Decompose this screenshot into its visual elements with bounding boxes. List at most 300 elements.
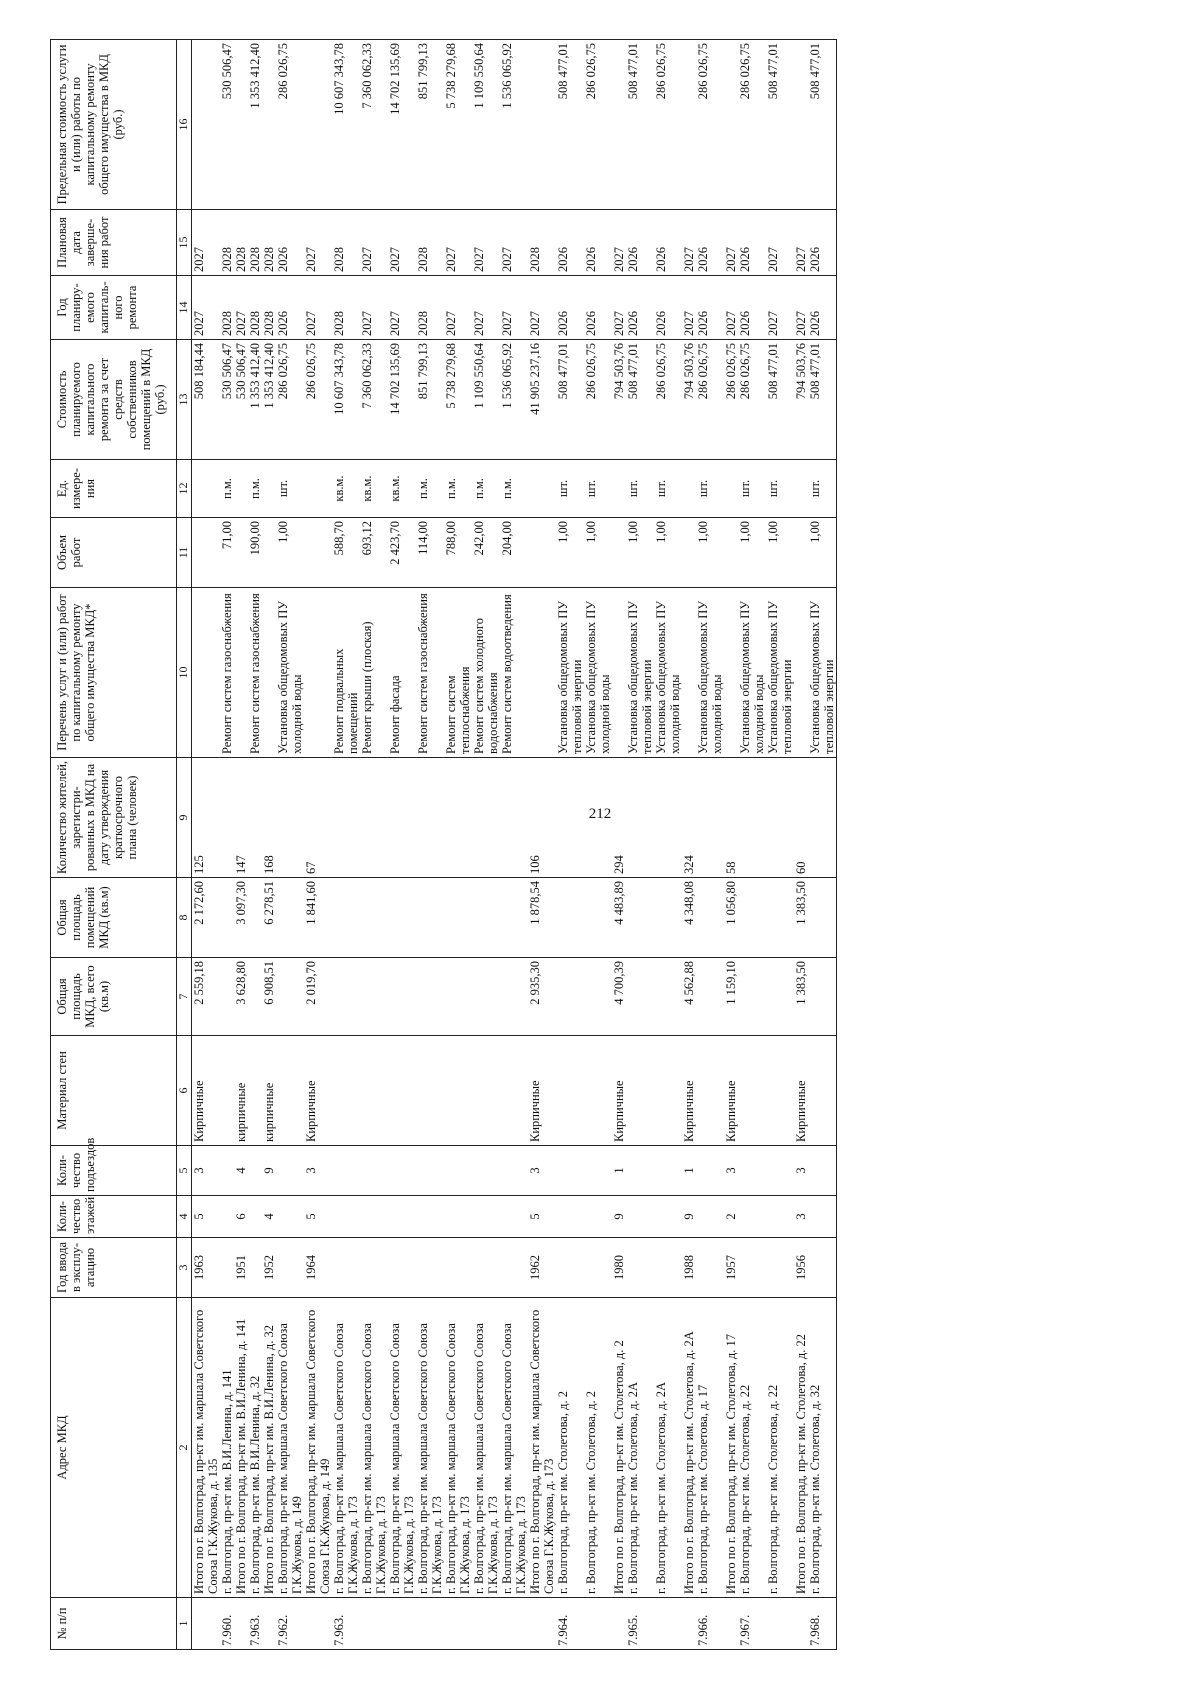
owner-cost-cell: 286 026,75	[654, 340, 682, 460]
table-row	[612, 40, 626, 1650]
work-volume-cell: 190,00	[248, 518, 262, 588]
entrances-cell: 1	[612, 1146, 626, 1196]
year-built-cell: 1988	[682, 1238, 696, 1298]
completion-date-cell: 2027	[766, 210, 794, 276]
max-cost-cell	[612, 40, 626, 210]
address-cell: г. Волгоград, пр-кт им. Столетова, д. 2	[556, 1298, 584, 1598]
work-volume-cell: 1,00	[738, 518, 766, 588]
header-cell: Предельная стоимость услуги и (или) работы по капитальному ремонту общего имущества в МКД (руб.)	[51, 40, 177, 210]
entrances-cell	[696, 1146, 724, 1196]
work-volume-cell: 1,00	[766, 518, 794, 588]
repair-year-cell: 2026	[738, 276, 766, 340]
unit-cell: шт.	[626, 460, 654, 518]
row-number: 7.966.	[696, 1598, 724, 1650]
wall-material-cell	[444, 1036, 472, 1146]
wall-material-cell	[332, 1036, 360, 1146]
unit-cell: шт.	[766, 460, 794, 518]
premises-area-cell: 1 383,50	[794, 878, 808, 958]
owner-cost-cell: 508 184,44	[192, 340, 221, 460]
unit-cell	[528, 460, 556, 518]
row-number	[416, 1598, 444, 1650]
header-cell: Коли-чество этажей	[51, 1196, 177, 1238]
residents-cell: 168	[262, 758, 276, 878]
residents-cell: 324	[682, 758, 696, 878]
year-built-cell	[654, 1238, 682, 1298]
work-volume-cell	[794, 518, 808, 588]
owner-cost-cell: 1 353 412,40	[262, 340, 276, 460]
owner-cost-cell: 530 506,47	[234, 340, 248, 460]
table-row	[584, 40, 612, 1650]
owner-cost-cell: 286 026,75	[724, 340, 738, 460]
unit-cell	[724, 460, 738, 518]
header-cell: Год ввода в эксплу-атацию	[51, 1238, 177, 1298]
column-number: 12	[177, 460, 192, 518]
row-number	[360, 1598, 388, 1650]
address-cell: г. Волгоград, пр-кт им. маршала Советского Союза Г.К.Жукова, д. 173	[360, 1298, 388, 1598]
header-cell: Стоимость планируемого капитального ремонта за счет средств собственников помещений в МКД (руб.)	[51, 340, 177, 460]
work-type-cell: Установка общедомовых ПУ тепловой энергии	[626, 588, 654, 758]
residents-cell: 106	[528, 758, 556, 878]
residents-cell	[584, 758, 612, 878]
row-number	[528, 1598, 556, 1650]
premises-area-cell	[808, 878, 837, 958]
year-built-cell: 1962	[528, 1238, 556, 1298]
header-cell: Год планиру-емого капиталь-ного ремонта	[51, 276, 177, 340]
unit-cell	[304, 460, 332, 518]
row-number	[682, 1598, 696, 1650]
repair-year-cell: 2028	[332, 276, 360, 340]
address-cell: Итого по г. Волгоград, пр-кт им. маршала Советского Союза Г.К.Жукова, д. 149	[304, 1298, 332, 1598]
row-number	[654, 1598, 682, 1650]
premises-area-cell	[556, 878, 584, 958]
row-number: 7.963.	[332, 1598, 360, 1650]
work-volume-cell	[192, 518, 221, 588]
completion-date-cell: 2026	[276, 210, 304, 276]
floors-cell	[416, 1196, 444, 1238]
completion-date-cell: 2027	[500, 210, 528, 276]
completion-date-cell: 2027	[360, 210, 388, 276]
residents-cell	[500, 758, 528, 878]
wall-material-cell	[696, 1036, 724, 1146]
wall-material-cell	[626, 1036, 654, 1146]
row-number: 7.965.	[626, 1598, 654, 1650]
floors-cell	[220, 1196, 234, 1238]
wall-material-cell	[556, 1036, 584, 1146]
total-area-cell	[626, 958, 654, 1036]
floors-cell	[472, 1196, 500, 1238]
address-cell: г. Волгоград, пр-кт им. маршала Советского Союза Г.К.Жукова, д. 173	[500, 1298, 528, 1598]
completion-date-cell: 2028	[528, 210, 556, 276]
completion-date-cell: 2026	[556, 210, 584, 276]
wall-material-cell	[766, 1036, 794, 1146]
owner-cost-cell: 41 905 237,16	[528, 340, 556, 460]
repair-year-cell: 2027	[234, 276, 248, 340]
work-volume-cell	[528, 518, 556, 588]
total-area-cell	[654, 958, 682, 1036]
wall-material-cell	[360, 1036, 388, 1146]
max-cost-cell: 1 353 412,40	[248, 40, 262, 210]
header-cell: Общая площадь помещений МКД (кв.м)	[51, 878, 177, 958]
work-type-cell: Ремонт фасада	[388, 588, 416, 758]
premises-area-cell	[626, 878, 654, 958]
year-built-cell: 1980	[612, 1238, 626, 1298]
floors-cell: 5	[528, 1196, 556, 1238]
max-cost-cell: 530 506,47	[220, 40, 234, 210]
owner-cost-cell: 508 477,01	[626, 340, 654, 460]
residents-cell	[556, 758, 584, 878]
max-cost-cell	[682, 40, 696, 210]
wall-material-cell: Кирпичные	[192, 1036, 221, 1146]
max-cost-cell: 10 607 343,78	[332, 40, 360, 210]
header-cell: Объем работ	[51, 518, 177, 588]
column-number: 2	[177, 1298, 192, 1598]
entrances-cell: 3	[724, 1146, 738, 1196]
max-cost-cell: 5 738 279,68	[444, 40, 472, 210]
repair-year-cell: 2027	[724, 276, 738, 340]
address-cell: г. Волгоград, пр-кт им. В.И.Ленина, д. 32	[248, 1298, 262, 1598]
residents-cell	[276, 758, 304, 878]
entrances-cell	[416, 1146, 444, 1196]
floors-cell: 4	[262, 1196, 276, 1238]
column-number: 15	[177, 210, 192, 276]
year-built-cell	[416, 1238, 444, 1298]
table-row	[262, 40, 276, 1650]
wall-material-cell	[388, 1036, 416, 1146]
entrances-cell: 9	[262, 1146, 276, 1196]
owner-cost-cell: 286 026,75	[696, 340, 724, 460]
address-cell: Итого по г. Волгоград, пр-кт им. маршала Советского Союза Г.К.Жукова, д. 173	[528, 1298, 556, 1598]
premises-area-cell	[696, 878, 724, 958]
row-number: 7.962.	[276, 1598, 304, 1650]
residents-cell: 294	[612, 758, 626, 878]
unit-cell: п.м.	[248, 460, 262, 518]
year-built-cell	[332, 1238, 360, 1298]
work-type-cell: Установка общедомовых ПУ холодной воды	[738, 588, 766, 758]
repair-year-cell: 2027	[388, 276, 416, 340]
entrances-cell	[500, 1146, 528, 1196]
floors-cell	[276, 1196, 304, 1238]
unit-cell: шт.	[696, 460, 724, 518]
premises-area-cell	[766, 878, 794, 958]
owner-cost-cell: 1 353 412,40	[248, 340, 262, 460]
table-row	[794, 40, 808, 1650]
premises-area-cell	[584, 878, 612, 958]
table-row	[682, 40, 696, 1650]
table-row	[766, 40, 794, 1650]
completion-date-cell: 2027	[682, 210, 696, 276]
completion-date-cell: 2028	[416, 210, 444, 276]
wall-material-cell	[808, 1036, 837, 1146]
table-row	[626, 40, 654, 1650]
table-row	[738, 40, 766, 1650]
capital-repair-table	[50, 39, 837, 1650]
total-area-cell	[500, 958, 528, 1036]
wall-material-cell	[276, 1036, 304, 1146]
completion-date-cell: 2028	[234, 210, 248, 276]
row-number: 7.964.	[556, 1598, 584, 1650]
work-type-cell: Установка общедомовых ПУ тепловой энергии	[808, 588, 837, 758]
premises-area-cell	[276, 878, 304, 958]
work-type-cell	[304, 588, 332, 758]
total-area-cell	[556, 958, 584, 1036]
floors-cell: 3	[794, 1196, 808, 1238]
entrances-cell	[654, 1146, 682, 1196]
premises-area-cell	[220, 878, 234, 958]
column-number: 13	[177, 340, 192, 460]
entrances-cell	[360, 1146, 388, 1196]
entrances-cell	[626, 1146, 654, 1196]
header-cell: Материал стен	[51, 1036, 177, 1146]
premises-area-cell	[332, 878, 360, 958]
address-cell: г. Волгоград, пр-кт им. Столетова, д. 2	[584, 1298, 612, 1598]
column-number: 5	[177, 1146, 192, 1196]
address-cell: Итого по г. Волгоград, пр-кт им. маршала Советского Союза Г.К.Жукова, д. 135	[192, 1298, 221, 1598]
repair-year-cell: 2026	[808, 276, 837, 340]
year-built-cell	[626, 1238, 654, 1298]
address-cell: г. Волгоград, пр-кт им. Столетова, д. 2А	[654, 1298, 682, 1598]
year-built-cell	[276, 1238, 304, 1298]
table-row	[654, 40, 682, 1650]
work-type-cell: Установка общедомовых ПУ тепловой энергии	[556, 588, 584, 758]
completion-date-cell: 2026	[808, 210, 837, 276]
row-number	[304, 1598, 332, 1650]
entrances-cell: 3	[528, 1146, 556, 1196]
owner-cost-cell: 508 477,01	[808, 340, 837, 460]
total-area-cell: 1 383,50	[794, 958, 808, 1036]
year-built-cell	[584, 1238, 612, 1298]
table-row	[220, 40, 234, 1650]
row-number	[612, 1598, 626, 1650]
wall-material-cell: кирпичные	[262, 1036, 276, 1146]
work-volume-cell: 2 423,70	[388, 518, 416, 588]
unit-cell: п.м.	[416, 460, 444, 518]
premises-area-cell: 6 278,51	[262, 878, 276, 958]
table-row	[276, 40, 304, 1650]
floors-cell	[766, 1196, 794, 1238]
wall-material-cell: Кирпичные	[682, 1036, 696, 1146]
work-type-cell: Ремонт систем газоснабжения	[416, 588, 444, 758]
repair-year-cell: 2026	[696, 276, 724, 340]
unit-cell	[682, 460, 696, 518]
premises-area-cell	[472, 878, 500, 958]
max-cost-cell	[724, 40, 738, 210]
work-volume-cell	[724, 518, 738, 588]
residents-cell	[360, 758, 388, 878]
year-built-cell	[500, 1238, 528, 1298]
max-cost-cell: 1 109 550,64	[472, 40, 500, 210]
floors-cell: 5	[192, 1196, 221, 1238]
work-type-cell: Ремонт систем водоотведения	[500, 588, 528, 758]
entrances-cell	[388, 1146, 416, 1196]
column-number: 14	[177, 276, 192, 340]
residents-cell	[248, 758, 262, 878]
entrances-cell: 3	[794, 1146, 808, 1196]
total-area-cell: 2 019,70	[304, 958, 332, 1036]
unit-cell	[262, 460, 276, 518]
repair-year-cell: 2026	[556, 276, 584, 340]
owner-cost-cell: 508 477,01	[556, 340, 584, 460]
owner-cost-cell: 5 738 279,68	[444, 340, 472, 460]
table-row	[304, 40, 332, 1650]
total-area-cell	[220, 958, 234, 1036]
total-area-cell	[472, 958, 500, 1036]
residents-cell: 58	[724, 758, 738, 878]
floors-cell	[808, 1196, 837, 1238]
premises-area-cell: 4 348,08	[682, 878, 696, 958]
table-row	[808, 40, 837, 1650]
year-built-cell	[766, 1238, 794, 1298]
repair-year-cell: 2027	[612, 276, 626, 340]
year-built-cell	[220, 1238, 234, 1298]
floors-cell	[388, 1196, 416, 1238]
unit-cell	[192, 460, 221, 518]
total-area-cell	[332, 958, 360, 1036]
total-area-cell	[696, 958, 724, 1036]
premises-area-cell	[360, 878, 388, 958]
entrances-cell: 3	[304, 1146, 332, 1196]
repair-year-cell: 2027	[360, 276, 388, 340]
work-type-cell	[794, 588, 808, 758]
max-cost-cell: 508 477,01	[556, 40, 584, 210]
unit-cell: кв.м.	[388, 460, 416, 518]
wall-material-cell: Кирпичные	[612, 1036, 626, 1146]
unit-cell: п.м.	[444, 460, 472, 518]
work-volume-cell: 204,00	[500, 518, 528, 588]
repair-year-cell: 2027	[472, 276, 500, 340]
column-number: 1	[177, 1598, 192, 1650]
row-number	[584, 1598, 612, 1650]
repair-year-cell: 2028	[248, 276, 262, 340]
header-cell: Адрес МКД	[51, 1298, 177, 1598]
year-built-cell	[556, 1238, 584, 1298]
owner-cost-cell: 508 477,01	[766, 340, 794, 460]
year-built-cell	[248, 1238, 262, 1298]
work-type-cell	[724, 588, 738, 758]
max-cost-cell: 508 477,01	[626, 40, 654, 210]
work-type-cell: Установка общедомовых ПУ холодной воды	[584, 588, 612, 758]
wall-material-cell	[500, 1036, 528, 1146]
floors-cell: 2	[724, 1196, 738, 1238]
owner-cost-cell: 7 360 062,33	[360, 340, 388, 460]
work-volume-cell: 1,00	[808, 518, 837, 588]
owner-cost-cell: 286 026,75	[738, 340, 766, 460]
floors-cell	[654, 1196, 682, 1238]
unit-cell: п.м.	[472, 460, 500, 518]
column-number: 7	[177, 958, 192, 1036]
unit-cell: кв.м.	[332, 460, 360, 518]
work-type-cell: Ремонт систем газоснабжения	[220, 588, 234, 758]
rotated-table-container	[50, 40, 1180, 1650]
row-number	[262, 1598, 276, 1650]
total-area-cell	[360, 958, 388, 1036]
address-cell: г. Волгоград, пр-кт им. маршала Советского Союза Г.К.Жукова, д. 173	[332, 1298, 360, 1598]
year-built-cell	[444, 1238, 472, 1298]
table-row	[234, 40, 248, 1650]
premises-area-cell	[738, 878, 766, 958]
year-built-cell: 1952	[262, 1238, 276, 1298]
work-volume-cell: 242,00	[472, 518, 500, 588]
address-cell: г. Волгоград, пр-кт им. маршала Советского Союза Г.К.Жукова, д. 173	[444, 1298, 472, 1598]
premises-area-cell	[654, 878, 682, 958]
row-number: 7.967.	[738, 1598, 766, 1650]
completion-date-cell: 2027	[304, 210, 332, 276]
unit-cell: кв.м.	[360, 460, 388, 518]
total-area-cell: 3 628,80	[234, 958, 248, 1036]
owner-cost-cell: 794 503,76	[612, 340, 626, 460]
premises-area-cell	[416, 878, 444, 958]
completion-date-cell: 2027	[192, 210, 221, 276]
page-number: 212	[588, 806, 612, 822]
wall-material-cell: Кирпичные	[794, 1036, 808, 1146]
floors-cell	[444, 1196, 472, 1238]
unit-cell: шт.	[276, 460, 304, 518]
work-volume-cell: 1,00	[696, 518, 724, 588]
premises-area-cell: 4 483,89	[612, 878, 626, 958]
wall-material-cell: Кирпичные	[304, 1036, 332, 1146]
completion-date-cell: 2028	[262, 210, 276, 276]
work-type-cell: Установка общедомовых ПУ холодной воды	[654, 588, 682, 758]
premises-area-cell	[500, 878, 528, 958]
residents-cell	[654, 758, 682, 878]
residents-cell	[388, 758, 416, 878]
residents-cell	[332, 758, 360, 878]
residents-cell	[416, 758, 444, 878]
owner-cost-cell: 794 503,76	[682, 340, 696, 460]
table-row	[192, 40, 221, 1650]
max-cost-cell	[192, 40, 221, 210]
completion-date-cell: 2027	[612, 210, 626, 276]
header-cell: № п/п	[51, 1598, 177, 1650]
work-type-cell: Ремонт систем газоснабжения	[248, 588, 262, 758]
max-cost-cell: 286 026,75	[584, 40, 612, 210]
entrances-cell	[556, 1146, 584, 1196]
owner-cost-cell: 286 026,75	[584, 340, 612, 460]
address-cell: Итого по г. Волгоград, пр-кт им. Столетова, д. 2А	[682, 1298, 696, 1598]
total-area-cell	[276, 958, 304, 1036]
max-cost-cell: 286 026,75	[654, 40, 682, 210]
unit-cell	[234, 460, 248, 518]
entrances-cell	[276, 1146, 304, 1196]
column-number-row	[177, 40, 192, 1650]
entrances-cell	[332, 1146, 360, 1196]
unit-cell: шт.	[738, 460, 766, 518]
wall-material-cell	[738, 1036, 766, 1146]
table-row	[724, 40, 738, 1650]
completion-date-cell: 2027	[724, 210, 738, 276]
row-number	[472, 1598, 500, 1650]
owner-cost-cell: 14 702 135,69	[388, 340, 416, 460]
table-row	[248, 40, 262, 1650]
max-cost-cell: 508 477,01	[766, 40, 794, 210]
floors-cell	[360, 1196, 388, 1238]
work-type-cell	[234, 588, 248, 758]
completion-date-cell: 2028	[248, 210, 262, 276]
entrances-cell	[472, 1146, 500, 1196]
repair-year-cell: 2028	[220, 276, 234, 340]
unit-cell	[794, 460, 808, 518]
total-area-cell	[416, 958, 444, 1036]
row-number	[234, 1598, 248, 1650]
repair-year-cell: 2027	[682, 276, 696, 340]
work-volume-cell: 1,00	[276, 518, 304, 588]
work-type-cell: Ремонт систем теплоснабжения	[444, 588, 472, 758]
year-built-cell	[388, 1238, 416, 1298]
floors-cell	[626, 1196, 654, 1238]
row-number: 7.963.	[248, 1598, 262, 1650]
row-number	[794, 1598, 808, 1650]
entrances-cell	[220, 1146, 234, 1196]
total-area-cell: 1 159,10	[724, 958, 738, 1036]
